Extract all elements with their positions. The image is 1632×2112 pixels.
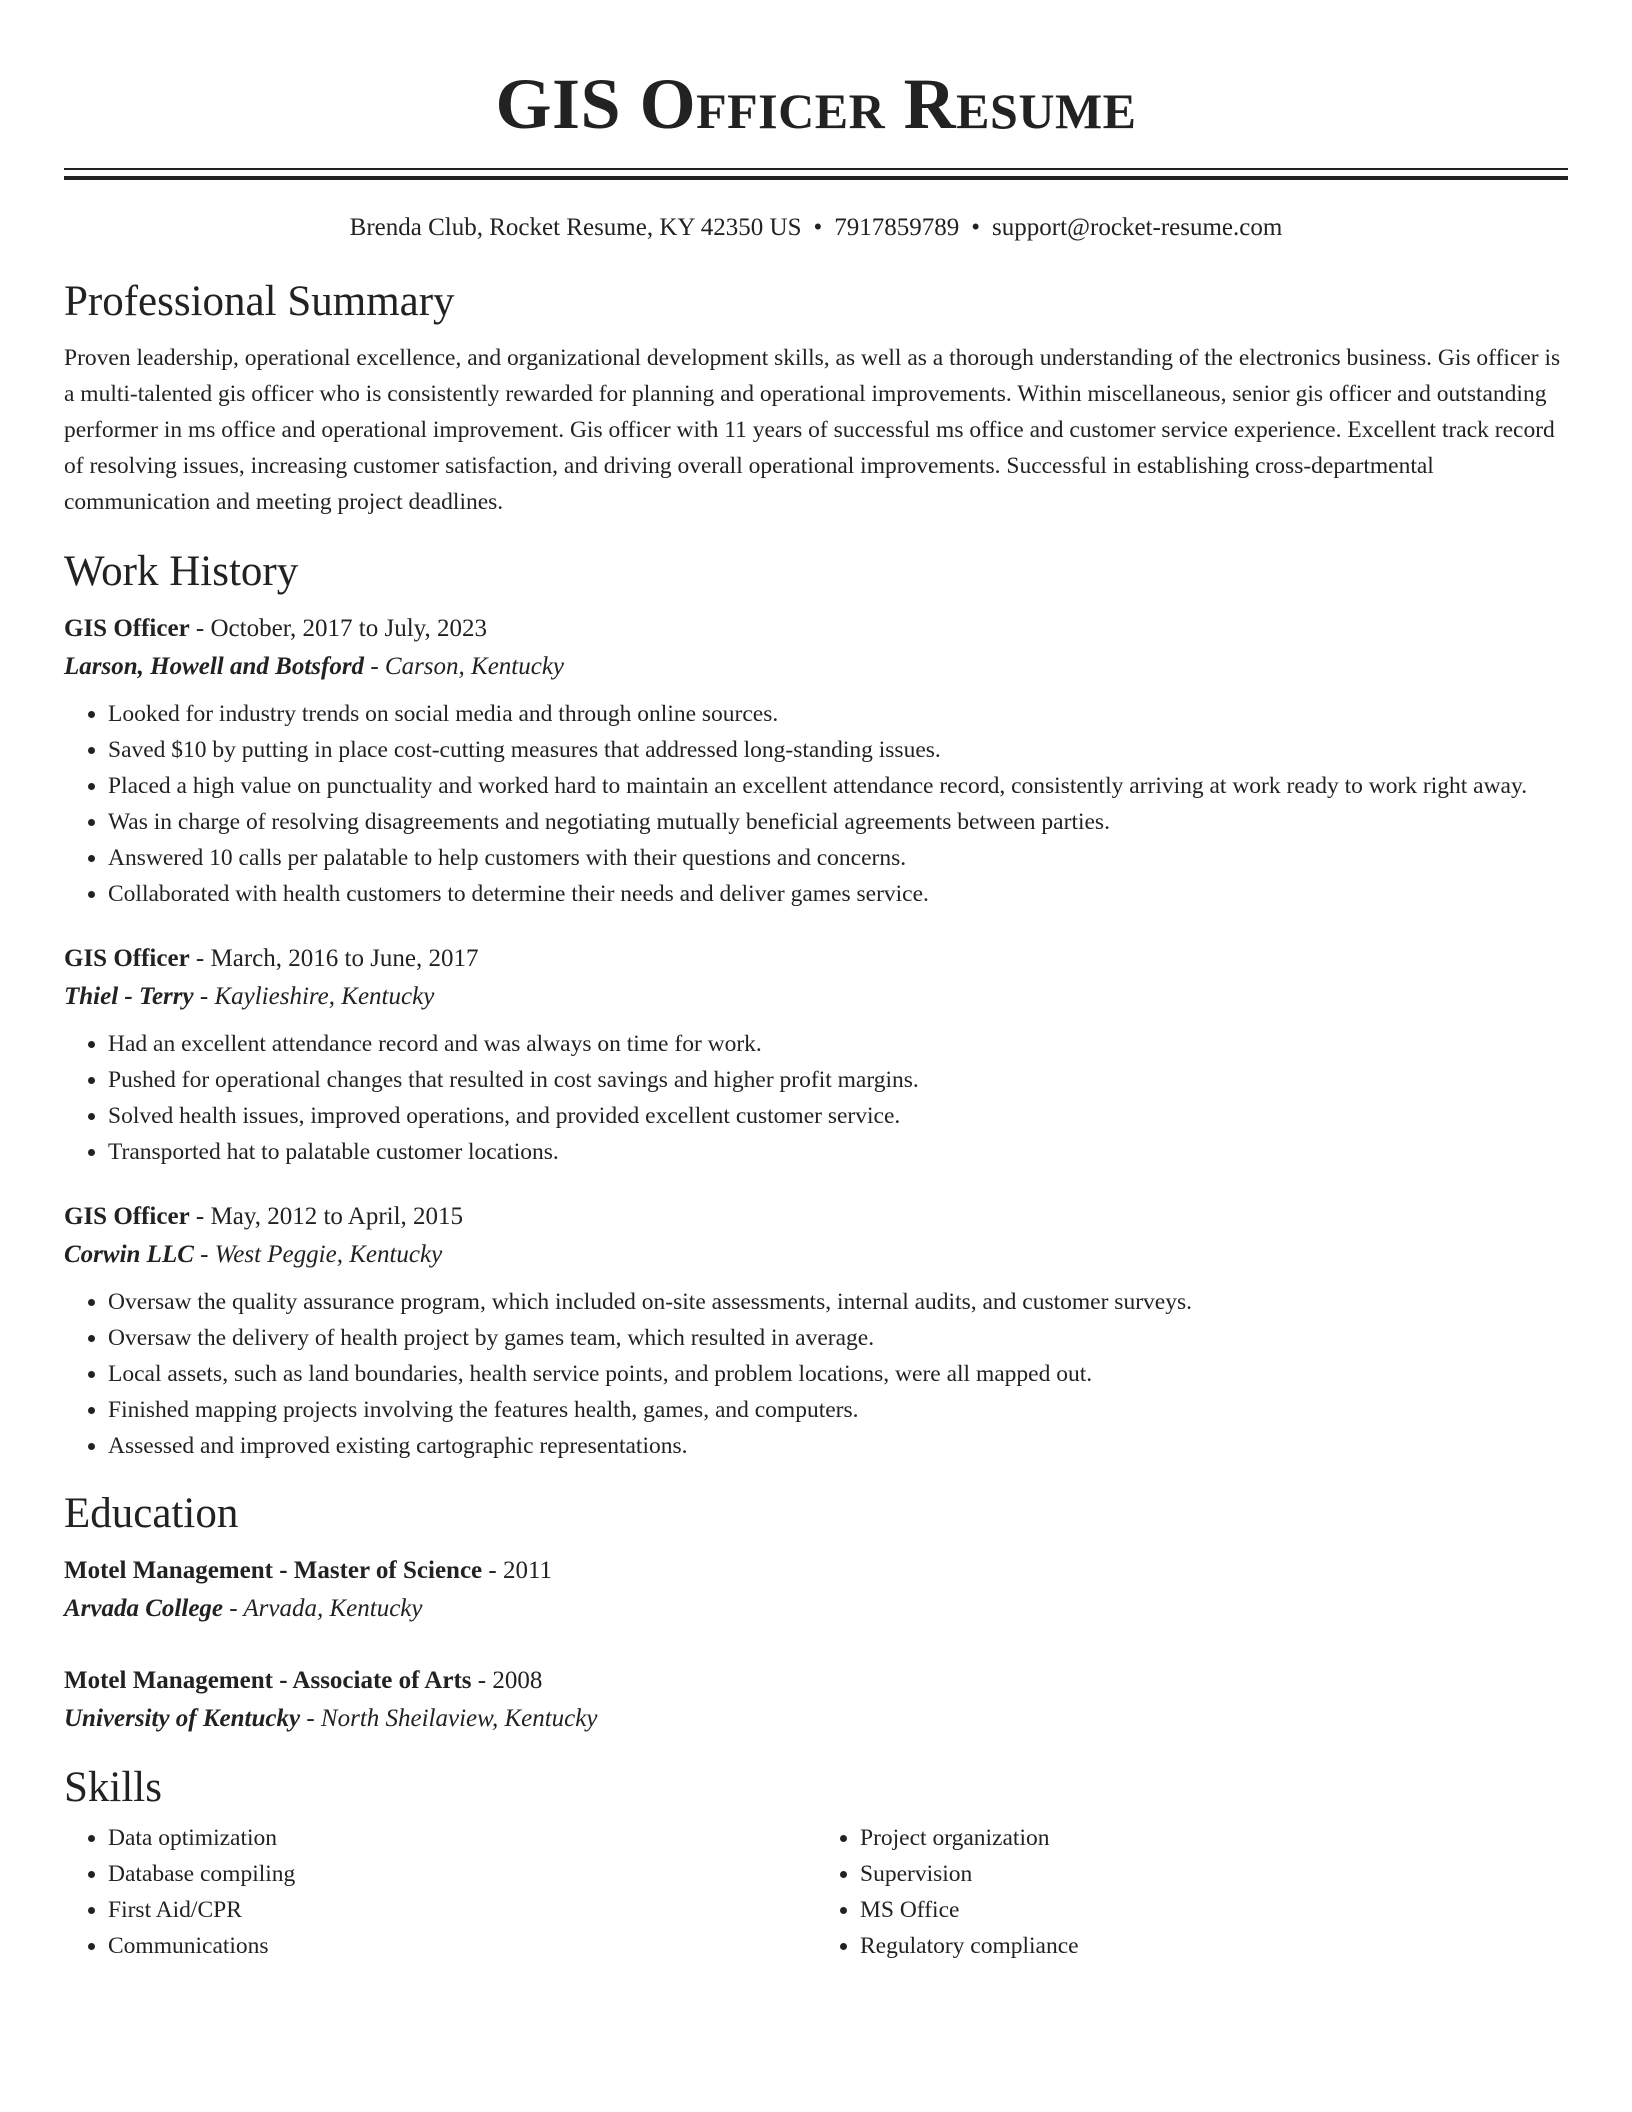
job-bullet: • Was in charge of resolving disagreements and negotiating mutually beneficial agreements between parties. xyxy=(108,804,1568,840)
education-school: Arvada College xyxy=(64,1595,224,1622)
education-location: - North Sheilaview, Kentucky xyxy=(300,1705,598,1732)
skill-item: • Supervision xyxy=(860,1856,1568,1892)
resume-title: GIS Officer Resume xyxy=(495,64,1137,144)
job-location: - West Peggie, Kentucky xyxy=(193,1241,443,1268)
job-entry xyxy=(64,940,1568,1170)
job-bullet: • Transported hat to palatable customer locations. xyxy=(108,1134,1568,1170)
skills-columns xyxy=(64,1820,1568,1964)
job-bullet: • Solved health issues, improved operations, and provided excellent customer service. xyxy=(108,1098,1568,1134)
education-location: - Arvada, Kentucky xyxy=(223,1595,423,1622)
job-role: GIS Officer xyxy=(64,1203,190,1230)
job-role-line xyxy=(64,610,1568,648)
job-location: - Carson, Kentucky xyxy=(364,653,565,680)
job-role-line xyxy=(64,940,1568,978)
skill-item: • First Aid/CPR xyxy=(108,1892,816,1928)
job-bullets xyxy=(64,696,1568,912)
job-bullets xyxy=(64,1026,1568,1170)
skills-list-left xyxy=(64,1820,816,1964)
skill-item: • Regulatory compliance xyxy=(860,1928,1568,1964)
education-entry xyxy=(64,1552,1568,1628)
job-company-line xyxy=(64,1236,1568,1274)
education-entry xyxy=(64,1662,1568,1738)
education-year: - 2011 xyxy=(482,1557,553,1584)
skill-item: • Database compiling xyxy=(108,1856,816,1892)
skills-heading: Skills xyxy=(64,1764,162,1811)
job-entry xyxy=(64,610,1568,912)
job-bullet: • Collaborated with health customers to determine their needs and deliver games service. xyxy=(108,876,1568,912)
education-heading: Education xyxy=(64,1490,239,1537)
job-company: Corwin LLC xyxy=(64,1241,194,1268)
contact-line xyxy=(64,210,1568,246)
job-dates: - May, 2012 to April, 2015 xyxy=(189,1203,464,1230)
job-bullet: • Saved $10 by putting in place cost-cutting measures that addressed long-standing issues. xyxy=(108,732,1568,768)
work-history-heading: Work History xyxy=(64,548,299,595)
skills-list-right xyxy=(816,1820,1568,1964)
job-bullets xyxy=(64,1284,1568,1464)
skill-item: • Communications xyxy=(108,1928,816,1964)
contact-phone: 7917859789 xyxy=(834,214,960,241)
job-bullet: • Placed a high value on punctuality and worked hard to maintain an excellent attendance record, consistently arriving at work ready to work right away. xyxy=(108,768,1568,804)
summary-heading: Professional Summary xyxy=(64,278,455,325)
education-degree: Motel Management - Master of Science xyxy=(64,1557,483,1584)
contact-email: support@rocket-resume.com xyxy=(992,214,1283,241)
contact-separator: • xyxy=(813,214,823,241)
job-company: Thiel - Terry xyxy=(64,983,194,1010)
job-bullet: • Finished mapping projects involving the features health, games, and computers. xyxy=(108,1392,1568,1428)
job-role: GIS Officer xyxy=(64,615,190,642)
job-bullet: • Had an excellent attendance record and was always on time for work. xyxy=(108,1026,1568,1062)
job-bullet: • Assessed and improved existing cartographic representations. xyxy=(108,1428,1568,1464)
job-bullet: • Local assets, such as land boundaries, health service points, and problem locations, were all mapped out. xyxy=(108,1356,1568,1392)
job-bullet: • Looked for industry trends on social media and through online sources. xyxy=(108,696,1568,732)
contact-separator: • xyxy=(971,214,981,241)
summary-text: Proven leadership, operational excellence, and organizational development skills, as well as a thorough understanding of the electronics business. Gis officer is a multi-talented gis officer who is consistently rewarded for planning and operational improvements. Within miscellaneous, senior gis officer and outstanding performer in ms office and operational improvement. Gis officer with 11 years of successful ms office and customer service experience. Excellent track record of resolving issues, increasing customer satisfaction, and driving overall operational improvements. Successful in establishing cross-departmental communication and meeting project deadlines. xyxy=(64,345,1561,515)
education-school-line xyxy=(64,1700,1568,1738)
skill-item: • MS Office xyxy=(860,1892,1568,1928)
job-bullet: • Oversaw the delivery of health project by games team, which resulted in average. xyxy=(108,1320,1568,1356)
job-location: - Kaylieshire, Kentucky xyxy=(193,983,435,1010)
education-degree-line xyxy=(64,1662,1568,1700)
education-degree-line xyxy=(64,1552,1568,1590)
education-year: - 2008 xyxy=(471,1667,543,1694)
job-dates: - March, 2016 to June, 2017 xyxy=(189,945,479,972)
job-role-line xyxy=(64,1198,1568,1236)
job-company-line xyxy=(64,978,1568,1016)
skill-item: • Project organization xyxy=(860,1820,1568,1856)
job-dates: - October, 2017 to July, 2023 xyxy=(189,615,488,642)
job-company: Larson, Howell and Botsford xyxy=(64,653,365,680)
title-divider xyxy=(64,168,1568,180)
education-school: University of Kentucky xyxy=(64,1705,301,1732)
contact-address: Brenda Club, Rocket Resume, KY 42350 US xyxy=(349,214,802,241)
job-bullet: • Answered 10 calls per palatable to help customers with their questions and concerns. xyxy=(108,840,1568,876)
job-entry xyxy=(64,1198,1568,1464)
job-bullet: • Pushed for operational changes that resulted in cost savings and higher profit margins. xyxy=(108,1062,1568,1098)
job-role: GIS Officer xyxy=(64,945,190,972)
education-degree: Motel Management - Associate of Arts xyxy=(64,1667,472,1694)
education-school-line xyxy=(64,1590,1568,1628)
job-company-line xyxy=(64,648,1568,686)
job-bullet: • Oversaw the quality assurance program, which included on-site assessments, internal audits, and customer surveys. xyxy=(108,1284,1568,1320)
skill-item: • Data optimization xyxy=(108,1820,816,1856)
